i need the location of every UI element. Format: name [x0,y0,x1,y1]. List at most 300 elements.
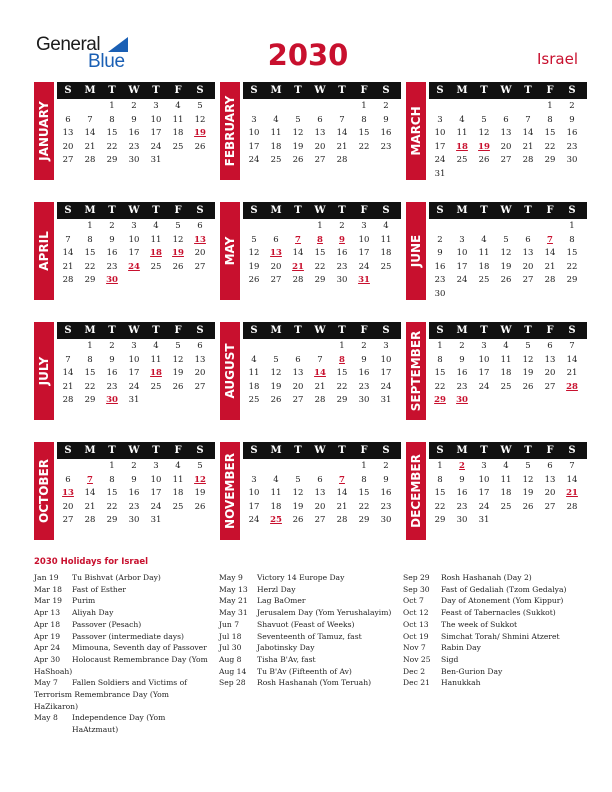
day-cell: 17 [358,248,370,258]
empty-cell [265,340,287,354]
holiday-date: May 31 [219,608,248,618]
day-cell: 21 [544,261,556,272]
weekday-label: S [436,325,444,336]
holiday-item [34,642,209,654]
holiday-name: Feast of Tabernacles (Sukkot) [441,608,556,618]
holiday-item [34,584,209,596]
month-grid [429,202,587,301]
day-cell: 29 [566,275,578,285]
day-cell: 27 [194,261,206,272]
day-cell: 2 [383,461,389,471]
holiday-name: Ben-Gurion Day [441,666,503,676]
holiday-date: Sep 29 [403,573,430,582]
day-cell: 27 [544,501,556,512]
holiday-name: Rabin Day [441,643,481,653]
day-cell: 24 [128,381,140,392]
weekday-label: F [546,205,554,216]
day-cell: 21 [522,141,534,152]
day-cell: 22 [566,261,578,272]
day-cell: 16 [456,368,468,378]
day-cell: 10 [478,354,490,365]
day-cell: 26 [194,501,206,512]
day-cell: 11 [150,234,162,245]
day-cell: 15 [84,248,96,258]
day-cell: 15 [358,488,370,498]
day-cell: 12 [172,234,184,245]
day-cell: 20 [544,488,556,498]
month-label [220,202,240,300]
holiday-column [34,572,209,736]
weekday-label: T [294,205,302,216]
empty-cell [429,220,451,234]
holiday-item [403,631,578,643]
day-cell: 29 [84,275,96,285]
holiday-item [219,584,399,596]
holiday-date: Sep 28 [219,678,246,688]
day-cell: 25 [500,501,512,512]
day-cell: 17 [128,248,140,258]
day-cell: 28 [62,275,74,285]
day-cell: 22 [106,501,118,512]
holiday-name: Fast of Esther [72,584,126,594]
day-cell: 21 [62,381,74,392]
holiday-name: Aliyah Day [72,608,114,618]
day-cell: 5 [175,341,181,351]
day-cell: 9 [437,248,443,258]
day-cell: 14 [62,248,74,258]
holiday-name: Hanukkah [441,678,481,688]
holiday-item [34,712,209,735]
day-cell: 3 [383,341,389,351]
day-cell: 7 [339,114,345,125]
day-cell: 20 [194,248,206,258]
holiday-name: Independence Day (Yom HaAtzmaut) [72,713,166,735]
weekday-label: W [500,445,512,456]
day-cell: 5 [525,461,531,471]
day-cell: 3 [251,114,257,125]
day-cell: 23 [380,141,392,152]
holiday-item [219,631,399,643]
holiday-name: Seventeenth of Tamuz, fast [257,631,362,641]
holiday-name: Victory 14 Europe Day [257,573,345,582]
weekday-label: M [456,205,468,216]
day-cell: 3 [361,221,367,231]
holiday-name: Passover (intermediate days) [72,631,184,641]
month-july [34,322,218,430]
day-cell: 31 [128,395,140,405]
day-cell: 28 [84,515,96,525]
day-cell: 25 [500,381,512,392]
day-cell: 7 [525,114,531,125]
weekday-label: W [314,205,326,216]
weekday-label: M [84,445,96,456]
weekday-label: S [196,445,204,456]
holiday-day: 8 [317,234,323,245]
day-cell: 11 [150,354,162,365]
weekday-label: W [128,85,140,96]
month-name: OCTOBER [37,459,51,523]
day-cell: 6 [317,474,323,485]
day-cell: 27 [270,275,282,285]
day-cell: 25 [150,381,162,392]
holiday-date: May 8 [34,713,58,723]
day-cell: 19 [500,261,512,272]
day-cell: 15 [358,128,370,138]
day-cell: 22 [106,141,118,152]
holiday-name: Mimouna, Seventh day of Passover [72,643,207,653]
day-cell: 28 [336,515,348,525]
day-cell: 7 [87,114,93,125]
day-cell: 27 [314,155,326,165]
month-grid [57,82,215,168]
empty-cell [495,220,517,234]
empty-cell [495,100,517,114]
weekday-label: S [436,205,444,216]
day-cell: 30 [434,288,446,299]
weekday-label: T [294,85,302,96]
day-cell: 13 [544,354,556,365]
day-cell: 19 [292,141,304,152]
day-cell: 6 [273,234,279,245]
holiday-date: May 13 [219,584,248,594]
holiday-item [219,666,399,678]
holiday-day: 12 [194,474,206,485]
day-cell: 1 [317,221,323,231]
day-cell: 28 [336,155,348,165]
holiday-day: 2 [459,461,465,471]
empty-cell [517,220,539,234]
weekday-label: T [524,85,532,96]
holiday-day: 25 [270,515,282,525]
day-cell: 1 [569,221,575,231]
day-cell: 15 [434,368,446,378]
weekday-label: M [270,205,282,216]
holiday-date: Dec 2 [403,666,426,676]
weekday-label: W [128,205,140,216]
day-cell: 20 [522,261,534,272]
weekday-label: F [360,325,368,336]
day-cell: 14 [566,474,578,485]
day-cell: 16 [336,248,348,258]
day-cell: 20 [270,261,282,272]
day-cell: 27 [314,515,326,525]
holiday-day: 28 [566,381,578,392]
day-cell: 4 [273,114,279,125]
weekday-label: W [128,445,140,456]
holiday-name: Simchat Torah/ Shmini Atzeret [441,631,560,641]
weekday-label: F [546,445,554,456]
day-cell: 15 [336,368,348,378]
day-cell: 18 [172,128,184,138]
weekday-label: T [294,445,302,456]
day-cell: 5 [273,354,279,365]
empty-cell [265,100,287,114]
weekday-label: S [196,85,204,96]
day-cell: 30 [336,275,348,285]
weekday-label: M [270,85,282,96]
weekday-header [243,82,401,99]
day-cell: 2 [109,221,115,231]
weekday-label: T [152,325,160,336]
empty-cell [309,460,331,474]
day-cell: 15 [566,248,578,258]
empty-cell [331,100,353,114]
day-cell: 6 [503,114,509,125]
day-cell: 26 [194,141,206,152]
day-cell: 4 [175,461,181,471]
day-cell: 22 [358,141,370,152]
day-cell: 23 [434,275,446,285]
empty-cell [265,220,287,234]
weekday-label: T [524,205,532,216]
day-cell: 19 [522,488,534,498]
month-october [34,442,218,550]
day-cell: 10 [150,114,162,125]
holiday-date: Apr 19 [34,631,61,641]
day-cell: 18 [172,488,184,498]
day-cell: 1 [87,341,93,351]
calendar-year: 2030 [267,38,349,72]
holiday-day: 31 [358,275,370,285]
day-cell: 5 [525,341,531,351]
day-cell: 14 [544,248,556,258]
day-cell: 10 [456,248,468,258]
holiday-day: 30 [106,395,118,405]
holiday-day: 9 [339,234,345,245]
day-cell: 20 [500,141,512,152]
day-cell: 27 [544,381,556,392]
day-cell: 13 [194,354,206,365]
day-cell: 8 [87,354,93,365]
day-cell: 8 [109,114,115,125]
empty-cell [79,460,101,474]
month-name: NOVEMBER [223,453,237,529]
month-name: MAY [223,236,237,266]
holiday-date: Oct 7 [403,596,424,606]
day-cell: 26 [522,501,534,512]
weekday-label: W [500,325,512,336]
day-cell: 3 [251,474,257,485]
day-cell: 28 [62,395,74,405]
weekday-label: S [568,85,576,96]
holiday-name: Sigd [441,654,459,664]
day-cell: 27 [500,155,512,165]
day-cell: 11 [456,128,468,138]
day-cell: 6 [197,341,203,351]
weekday-header [243,202,401,219]
logo-general-text: General [36,34,101,55]
holiday-date: Oct 19 [403,631,429,641]
day-cell: 3 [153,461,159,471]
weekday-label: S [64,205,72,216]
day-cell: 6 [547,341,553,351]
day-cell: 17 [478,368,490,378]
month-grid [429,82,587,181]
day-cell: 10 [150,474,162,485]
day-cell: 9 [459,474,465,485]
day-cell: 7 [569,461,575,471]
brand-logo [36,34,146,74]
day-cell: 5 [197,461,203,471]
day-cell: 2 [383,101,389,111]
day-cell: 14 [84,488,96,498]
day-cell: 5 [481,114,487,125]
holiday-day: 18 [150,368,162,378]
weekday-label: F [360,85,368,96]
day-cell: 6 [65,114,71,125]
day-cell: 15 [314,248,326,258]
day-cells [429,100,587,181]
day-cell: 20 [62,501,74,512]
day-cell: 18 [270,501,282,512]
weekday-label: T [338,205,346,216]
day-cell: 21 [84,501,96,512]
empty-cell [539,220,561,234]
holiday-date: Mar 19 [34,596,63,606]
month-name: APRIL [37,231,51,271]
weekday-label: S [568,445,576,456]
day-cell: 24 [478,501,490,512]
day-cell: 4 [481,234,487,245]
weekday-label: S [436,85,444,96]
day-cells [429,340,587,408]
day-cell: 4 [273,474,279,485]
day-cell: 24 [434,155,446,165]
day-cell: 1 [109,101,115,111]
day-cell: 25 [270,155,282,165]
weekday-label: S [382,85,390,96]
day-cell: 24 [150,141,162,152]
day-cell: 23 [380,501,392,512]
day-cell: 1 [361,101,367,111]
day-cell: 26 [270,395,282,405]
day-cell: 4 [459,114,465,125]
holiday-item [34,631,209,643]
holiday-name: Herzl Day [257,584,296,594]
day-cell: 3 [131,341,137,351]
day-cell: 3 [481,341,487,351]
day-cell: 29 [106,515,118,525]
day-cell: 26 [292,515,304,525]
holiday-name: Lag BaOmer [257,596,306,606]
day-cell: 5 [175,221,181,231]
day-cell: 29 [434,515,446,525]
day-cell: 25 [150,261,162,272]
day-cell: 10 [248,128,260,138]
day-cell: 5 [295,474,301,485]
day-cell: 28 [544,275,556,285]
day-cell: 23 [566,141,578,152]
weekday-label: T [108,445,116,456]
day-cell: 17 [478,488,490,498]
day-cell: 12 [248,248,260,258]
holiday-name: Fast of Gedaliah (Tzom Gedalya) [441,584,567,594]
holiday-item [219,619,399,631]
empty-cell [57,220,79,234]
month-label [34,322,54,420]
weekday-label: S [64,85,72,96]
day-cell: 2 [459,341,465,351]
month-march [406,82,590,190]
day-cell: 29 [84,395,96,405]
day-cell: 28 [292,275,304,285]
holiday-column [219,572,399,689]
month-name: JUNE [409,234,423,268]
day-cell: 25 [172,501,184,512]
month-grid [429,442,587,528]
month-november [220,442,404,550]
holiday-item [34,654,209,677]
weekday-label: W [128,325,140,336]
day-cell: 6 [197,221,203,231]
day-cell: 8 [569,234,575,245]
day-cell: 20 [62,141,74,152]
holiday-date: Aug 8 [219,654,242,664]
weekday-label: T [480,445,488,456]
day-cell: 1 [547,101,553,111]
day-cell: 28 [566,501,578,512]
empty-cell [451,220,473,234]
holiday-day: 19 [194,128,206,138]
day-cell: 8 [547,114,553,125]
holiday-day: 13 [62,488,74,498]
weekday-label: W [500,205,512,216]
day-cell: 24 [456,275,468,285]
holiday-item [34,677,209,712]
day-cell: 31 [150,515,162,525]
day-cell: 16 [566,128,578,138]
day-cells [243,460,401,528]
day-cell: 9 [459,354,465,365]
weekday-header [243,322,401,339]
weekday-label: T [480,325,488,336]
weekday-label: F [174,205,182,216]
holiday-day: 7 [295,234,301,245]
day-cell: 24 [358,261,370,272]
holiday-name: Jabotinsky Day [257,643,315,653]
day-cell: 21 [336,141,348,152]
holidays-title: 2030 Holidays for Israel [34,557,149,567]
holiday-item [403,677,578,689]
day-cell: 2 [109,341,115,351]
day-cell: 26 [478,155,490,165]
day-cell: 6 [547,461,553,471]
day-cell: 4 [175,101,181,111]
holiday-name: Rosh Hashanah (Day 2) [441,573,532,582]
day-cell: 11 [500,474,512,485]
day-cell: 3 [459,234,465,245]
weekday-label: S [64,325,72,336]
holiday-column [403,572,578,689]
day-cell: 3 [481,461,487,471]
month-grid [57,322,215,408]
day-cell: 5 [503,234,509,245]
weekday-label: S [250,325,258,336]
holiday-item [403,584,578,596]
holiday-item [219,607,399,619]
month-grid [57,442,215,528]
day-cell: 16 [128,488,140,498]
day-cell: 5 [295,114,301,125]
day-cell: 23 [456,501,468,512]
day-cell: 7 [569,341,575,351]
empty-cell [265,460,287,474]
day-cell: 15 [106,128,118,138]
day-cell: 21 [336,501,348,512]
holiday-date: Jun 7 [219,619,240,629]
weekday-header [429,202,587,219]
day-cell: 16 [106,248,118,258]
